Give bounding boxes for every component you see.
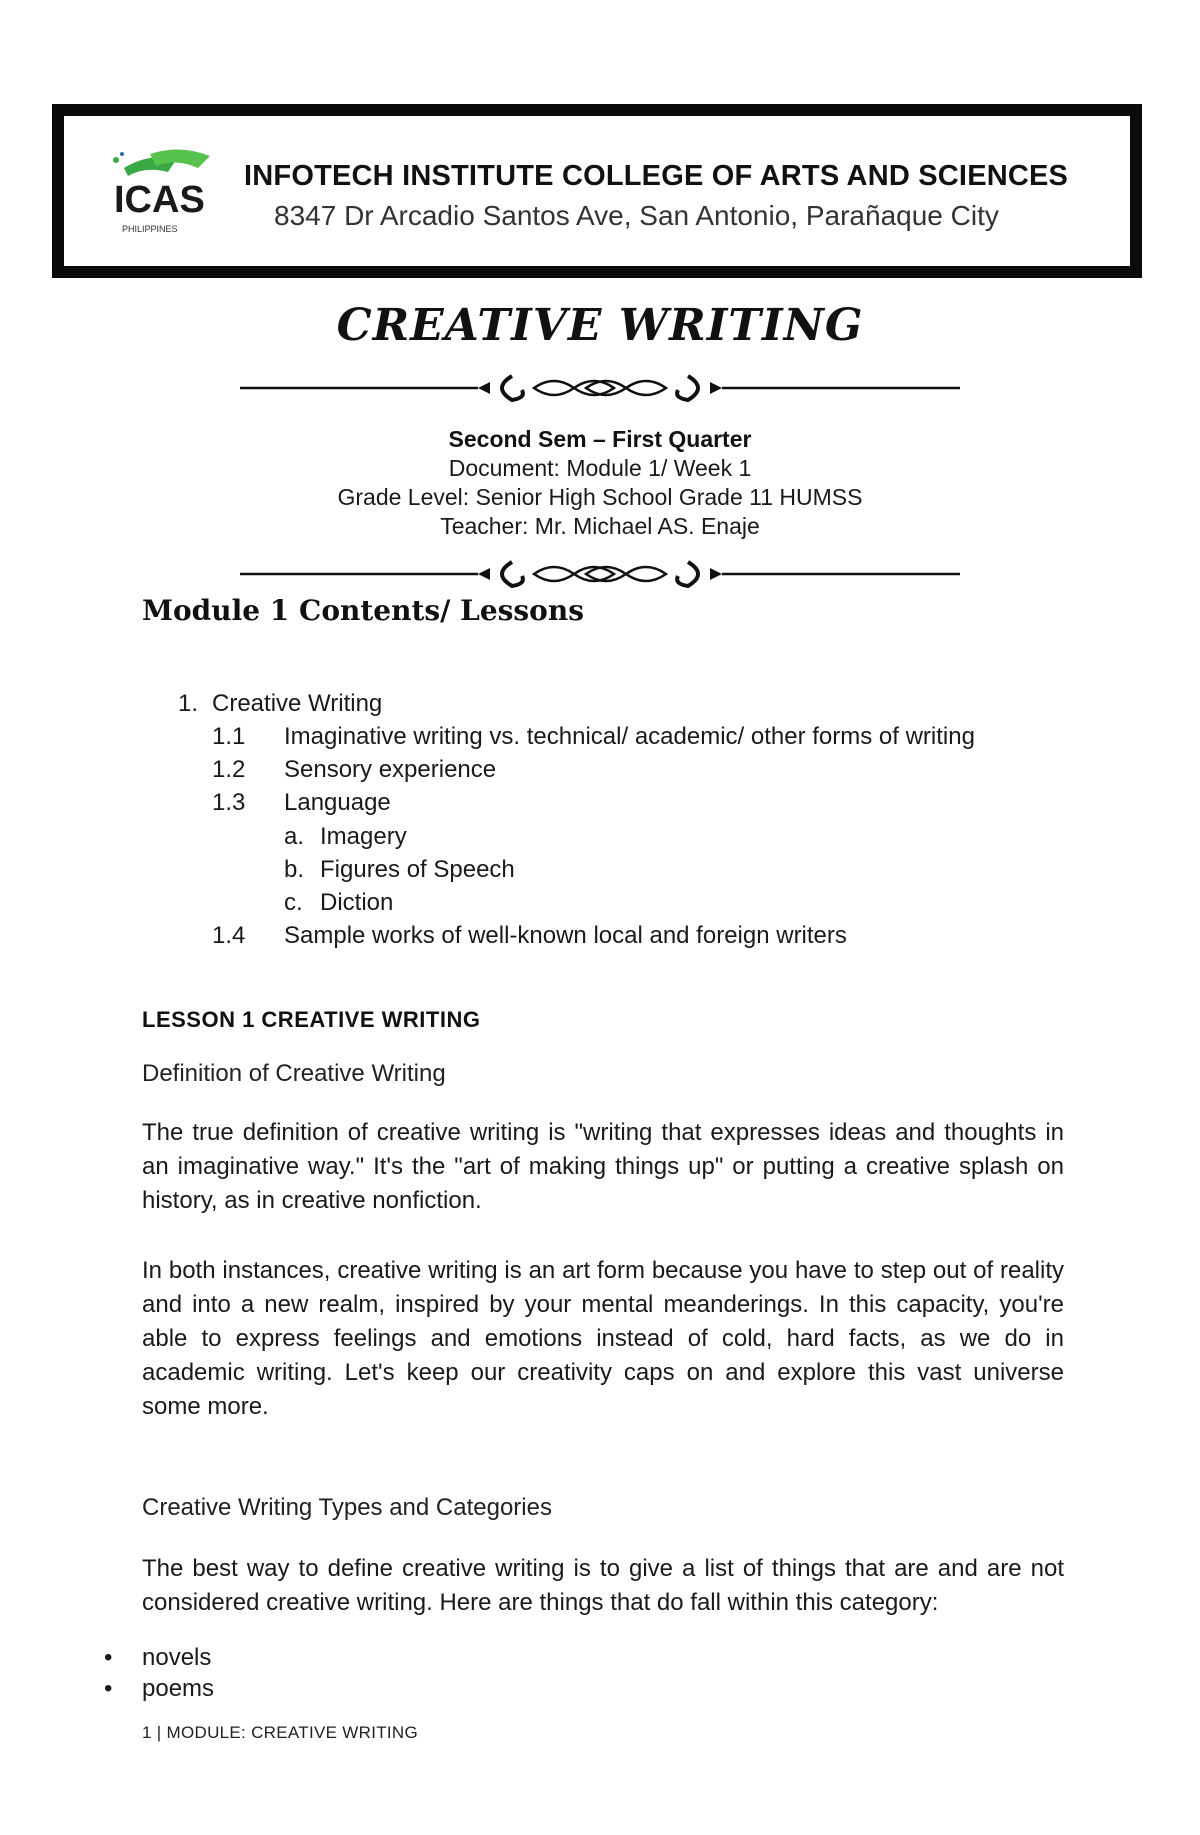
school-name: INFOTECH INSTITUTE COLLEGE OF ARTS AND SCIENCES (244, 160, 1069, 192)
types-heading: Creative Writing Types and Categories (142, 1494, 552, 1521)
paragraph-types: The best way to define creative writing is to give a list of things that are and are not considered creative writing. Here are things that do fall within this category: (142, 1555, 1064, 1616)
toc-item-text: Creative Writing (212, 690, 383, 717)
list-item-text: poems (142, 1675, 215, 1702)
grade-level-line: Grade Level: Senior High School Grade 11 HUMSS (337, 484, 863, 510)
toc-item-text: Imaginative writing vs. technical/ academic/ other forms of writing (284, 723, 975, 750)
definition-heading: Definition of Creative Writing (142, 1060, 446, 1087)
toc-item-number: 1.3 (212, 789, 246, 816)
contents-heading: Module 1 Contents/ Lessons (142, 594, 584, 627)
list-item (104, 1644, 211, 1672)
toc-item-text: Language (284, 789, 391, 816)
semester-line: Second Sem – First Quarter (448, 426, 752, 452)
bullet-icon: • (104, 1644, 113, 1671)
toc-item-text: Figures of Speech (320, 856, 515, 883)
teacher-line: Teacher: Mr. Michael AS. Enaje (440, 513, 760, 539)
toc-item-text: Sample works of well-known local and foreign writers (284, 922, 847, 949)
svg-text:PHILIPPINES: PHILIPPINES (122, 224, 178, 234)
toc-item-text: Imagery (320, 823, 407, 850)
toc-item-number: c. (284, 889, 303, 916)
list-item (104, 1675, 214, 1703)
toc-item-number: b. (284, 856, 305, 883)
document-title: CREATIVE WRITING (336, 300, 864, 351)
toc-item-text: Sensory experience (284, 756, 497, 783)
toc-item-number: 1.4 (212, 922, 246, 949)
toc-item-number: a. (284, 823, 305, 850)
page-footer: 1 | MODULE: CREATIVE WRITING (142, 1723, 419, 1742)
document-line: Document: Module 1/ Week 1 (448, 455, 752, 481)
school-logo (110, 146, 220, 238)
toc-item-number: 1. (178, 690, 199, 717)
toc-item-text: Diction (320, 889, 394, 916)
ornament-divider-top (240, 368, 960, 408)
toc-item-number: 1.1 (212, 723, 246, 750)
school-address: 8347 Dr Arcadio Santos Ave, San Antonio, Parañaque City (274, 200, 999, 231)
paragraph-definition: The true definition of creative writing is "writing that expresses ideas and thoughts in an imaginative way." It's the "art of making things up" or putting a creative splash on history, as in creative nonfiction. (142, 1119, 1064, 1214)
ornament-divider-bottom (240, 554, 960, 594)
paragraph-art-form: In both instances, creative writing is an art form because you have to step out of reality and into a new realm, inspired by your mental meanderings. In this capacity, you're able to express feelings and emotions instead of cold, hard facts, as we do in academic writing. Let's keep our creativity caps on and explore this vast universe some more. (142, 1257, 1064, 1420)
toc-item-number: 1.2 (212, 756, 246, 783)
list-item-text: novels (142, 1644, 212, 1671)
svg-text:ICAS: ICAS (114, 179, 205, 221)
bullet-icon: • (104, 1675, 113, 1702)
lesson-heading: LESSON 1 CREATIVE WRITING (142, 1007, 481, 1032)
school-header (52, 104, 1142, 278)
